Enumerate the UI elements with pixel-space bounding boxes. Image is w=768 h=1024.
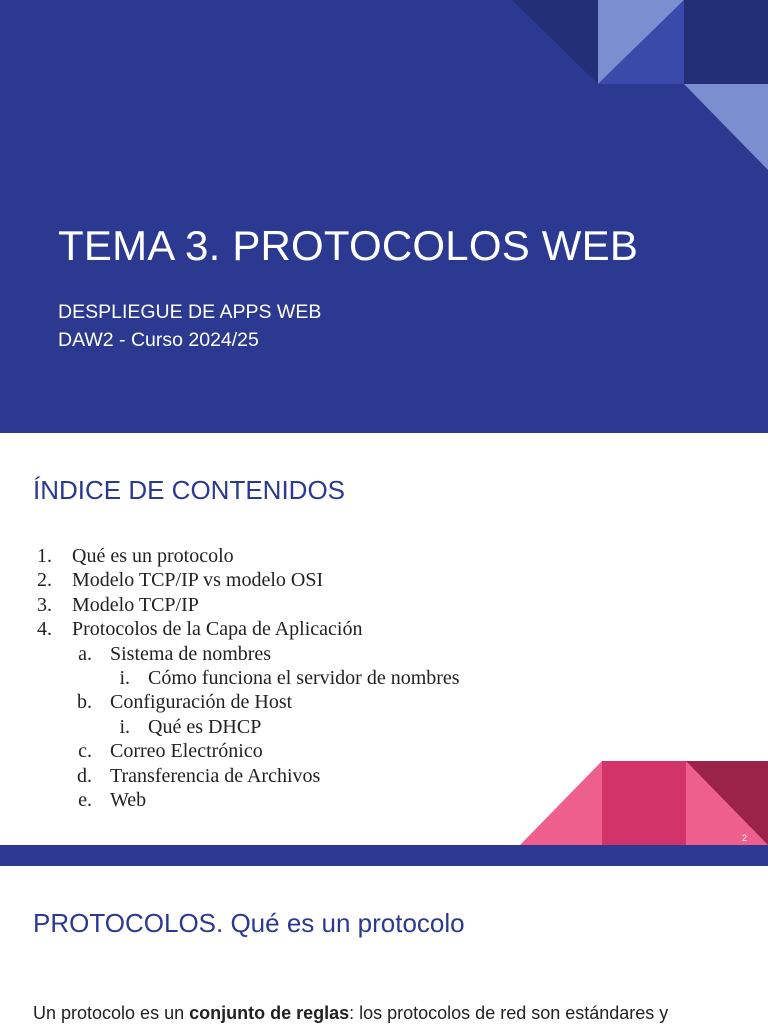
protocol-heading: PROTOCOLOS. Qué es un protocolo [33,908,465,938]
toc-item [0,690,760,714]
presentation-title: TEMA 3. PROTOCOLOS WEB [58,222,639,269]
toc-item-text: Transferencia de Archivos [110,764,321,787]
definition-end: : los protocolos de red son estándares y [349,1003,669,1023]
toc-item [0,764,760,788]
toc-item-text: Web [110,788,147,811]
toc-item [0,642,760,666]
toc-item-text: Qué es DHCP [148,715,262,738]
toc-item-text: Correo Electrónico [110,740,263,763]
deco-dark-triangle [512,0,598,84]
toc-item-marker: b. [77,691,92,714]
title-slide [0,0,768,433]
toc-item-marker: e. [78,788,92,811]
protocol-definition [33,1003,668,1024]
deco-light-corner-triangle [684,84,768,170]
course-subject: DESPLIEGUE DE APPS WEB [58,301,322,323]
title-slide-decoration [0,0,768,433]
toc-item [0,593,760,617]
toc-item [0,715,760,739]
toc-item [0,568,760,592]
definition-start: Un protocolo es un [33,1003,190,1023]
toc-item-text: Sistema de nombres [110,642,272,665]
deco-dark-square [684,0,768,84]
toc-item-text: Modelo TCP/IP [72,593,199,616]
toc-item-text: Configuración de Host [110,691,293,714]
toc-item [0,739,760,763]
toc-item-text: Qué es un protocolo [72,545,234,567]
toc-item-marker: 1. [37,545,52,567]
index-heading: ÍNDICE DE CONTENIDOS [33,475,346,505]
toc-item [0,544,760,568]
toc-item-marker: c. [78,740,92,763]
toc-item [0,666,760,690]
index-slide [0,433,768,845]
toc-item-text: Protocolos de la Capa de Aplicación [72,618,363,641]
page-number: 2 [742,833,748,843]
toc-item [0,788,760,812]
protocol-slide [0,866,768,1024]
toc-item-marker: i. [119,715,130,738]
toc-item-marker: i. [119,666,130,689]
toc-item-marker: 2. [37,569,52,592]
toc-item-text: Modelo TCP/IP vs modelo OSI [72,569,324,592]
slide-separator [0,845,768,866]
toc-item-marker: d. [77,764,92,787]
definition-bold: conjunto de reglas [189,1003,350,1023]
table-of-contents [0,544,760,812]
toc-item-text: Cómo funciona el servidor de nombres [148,666,460,689]
toc-item [0,617,760,641]
toc-item-marker: 4. [37,618,52,641]
course-info: DAW2 - Curso 2024/25 [58,329,259,351]
toc-item-marker: a. [78,642,92,665]
toc-item-marker: 3. [37,593,52,616]
